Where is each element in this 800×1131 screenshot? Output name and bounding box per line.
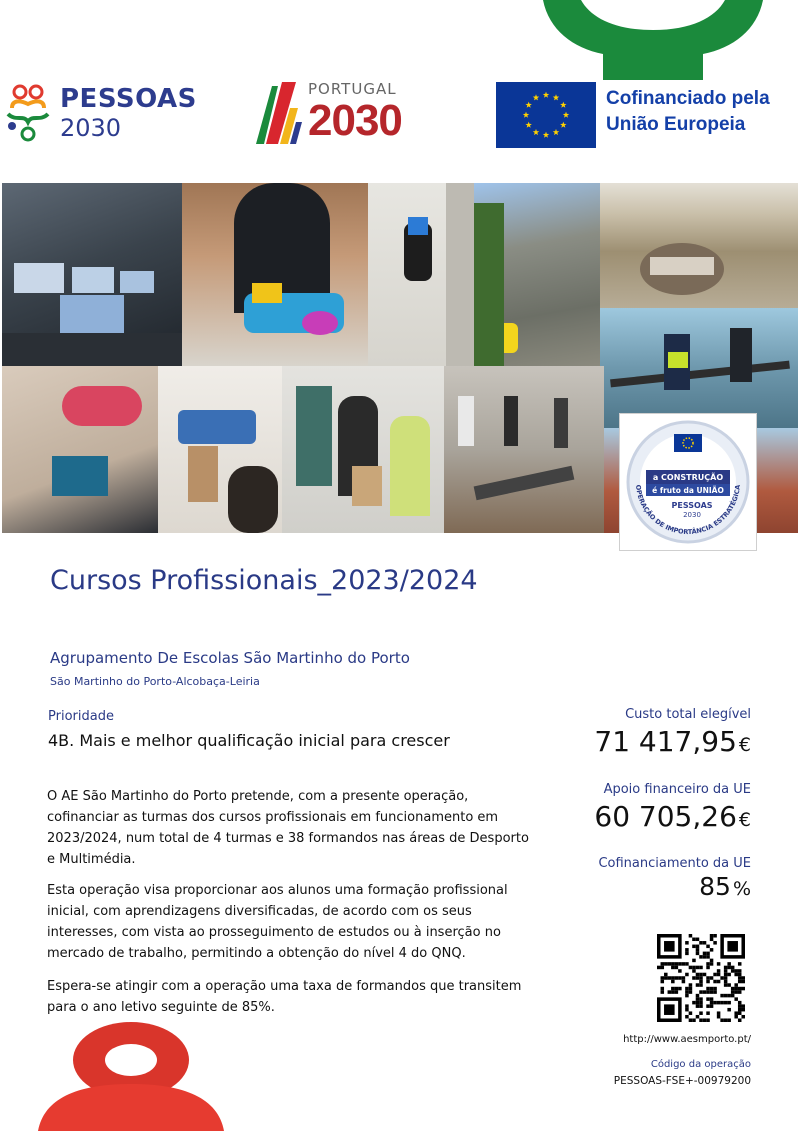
seal-middle-text: é fruto da UNIÃO <box>652 486 724 495</box>
description-paragraph-1: O AE São Martinho do Porto pretende, com a presente operação, cofinanciar as turmas dos cursos profissionais em funcionamento em 2023/2024, num total de 4 turmas e 38 formandos nas áreas de Desporto e Multimédia. <box>47 789 529 867</box>
eu-star-icon <box>560 102 566 108</box>
beneficiary-location: São Martinho do Porto-Alcobaça-Leiria <box>50 675 260 688</box>
eu-star-icon <box>563 112 569 118</box>
eu-cofinanced-logo <box>496 82 796 148</box>
eu-support-amount: 60 705,26 <box>594 800 737 833</box>
rowing-photo <box>600 308 798 428</box>
description-paragraph-2: Esta operação visa proporcionar aos alunos uma formação profissional inicial, com aprendizagens diversificadas, de acordo com os seus interesses, com vista ao prosseguimento de estudos ou à inserção no mercado de trabalho, permitindo a obtenção do nível 4 do QNQ. <box>47 883 508 961</box>
decorative-green-shape <box>543 0 763 80</box>
seal-brand-text: PESSOAS <box>671 501 713 510</box>
description-paragraph-3: Espera-se atingir com a operação uma taxa de formandos que transitem para o ano letivo seguinte de 85%. <box>47 979 522 1015</box>
seal-ring-text: OPERAÇÃO DE IMPORTÂNCIA ESTRATÉGICA <box>634 484 742 537</box>
computer-lab-photo <box>2 183 182 366</box>
eu-text-line2: União Europeia <box>606 114 746 135</box>
pessoas-logo-year: 2030 <box>60 114 122 142</box>
eu-support-label: Apoio financeiro da UE <box>603 782 751 797</box>
eu-text-line1: Cofinanciado pela <box>606 88 770 109</box>
eu-star-icon <box>543 92 549 98</box>
electronics-photo <box>2 366 158 533</box>
eu-star-icon <box>560 122 566 128</box>
total-cost-unit: € <box>738 734 751 756</box>
eu-support-value <box>594 800 751 833</box>
eu-cofinancing-value <box>699 872 751 901</box>
pessoas-2030-logo <box>2 78 202 150</box>
operation-code: PESSOAS-FSE+-00979200 <box>613 1075 751 1087</box>
eu-flag-icon <box>496 82 596 148</box>
seal-year-text: 2030 <box>683 511 701 519</box>
seal-top-text: a CONSTRUÇÃO <box>652 473 724 482</box>
portugal-logo-year: 2030 <box>308 96 402 145</box>
gym-skateboard-photo <box>444 366 604 533</box>
eu-star-icon <box>553 129 559 135</box>
operation-code-label: Código da operação <box>650 1059 751 1070</box>
website-link[interactable]: http://www.aesmporto.pt/ <box>623 1034 751 1045</box>
rock-climbing-photo <box>474 183 600 366</box>
qr-code-icon[interactable] <box>657 934 745 1022</box>
priority-value: 4B. Mais e melhor qualificação inicial para crescer <box>48 731 450 750</box>
beach-group-photo <box>600 183 798 308</box>
eu-cofinancing-label: Cofinanciamento da UE <box>598 856 751 871</box>
eu-star-icon <box>553 94 559 100</box>
portugal-logo-country: PORTUGAL <box>308 80 397 98</box>
robotics-photo <box>182 183 368 366</box>
decorative-red-shape <box>38 1022 224 1131</box>
climbing-wall-photo <box>368 183 474 366</box>
game-controller-photo <box>158 366 282 533</box>
eu-support-unit: € <box>738 809 751 831</box>
eu-star-icon <box>543 132 549 138</box>
eu-cofinancing-unit: % <box>732 878 751 900</box>
page-title: Cursos Profissionais_2023/2024 <box>50 565 478 596</box>
strategic-operation-seal <box>619 413 757 551</box>
total-cost-label: Custo total elegível <box>625 707 751 722</box>
eu-star-icon <box>533 129 539 135</box>
total-cost-value <box>594 725 751 758</box>
eu-star-icon <box>523 112 529 118</box>
portugal-2030-logo <box>252 78 442 150</box>
beneficiary-name: Agrupamento De Escolas São Martinho do Porto <box>50 649 410 667</box>
workshop-photo <box>282 366 444 533</box>
priority-label: Prioridade <box>48 709 114 724</box>
eu-cofinancing-amount: 85 <box>699 872 731 901</box>
eu-star-icon <box>525 102 531 108</box>
eu-star-icon <box>533 94 539 100</box>
eu-star-icon <box>525 122 531 128</box>
portugal-2030-emblem-icon <box>252 78 304 148</box>
pessoas-figure-icon <box>2 78 56 148</box>
pessoas-logo-name: PESSOAS <box>60 84 197 114</box>
total-cost-amount: 71 417,95 <box>594 725 737 758</box>
